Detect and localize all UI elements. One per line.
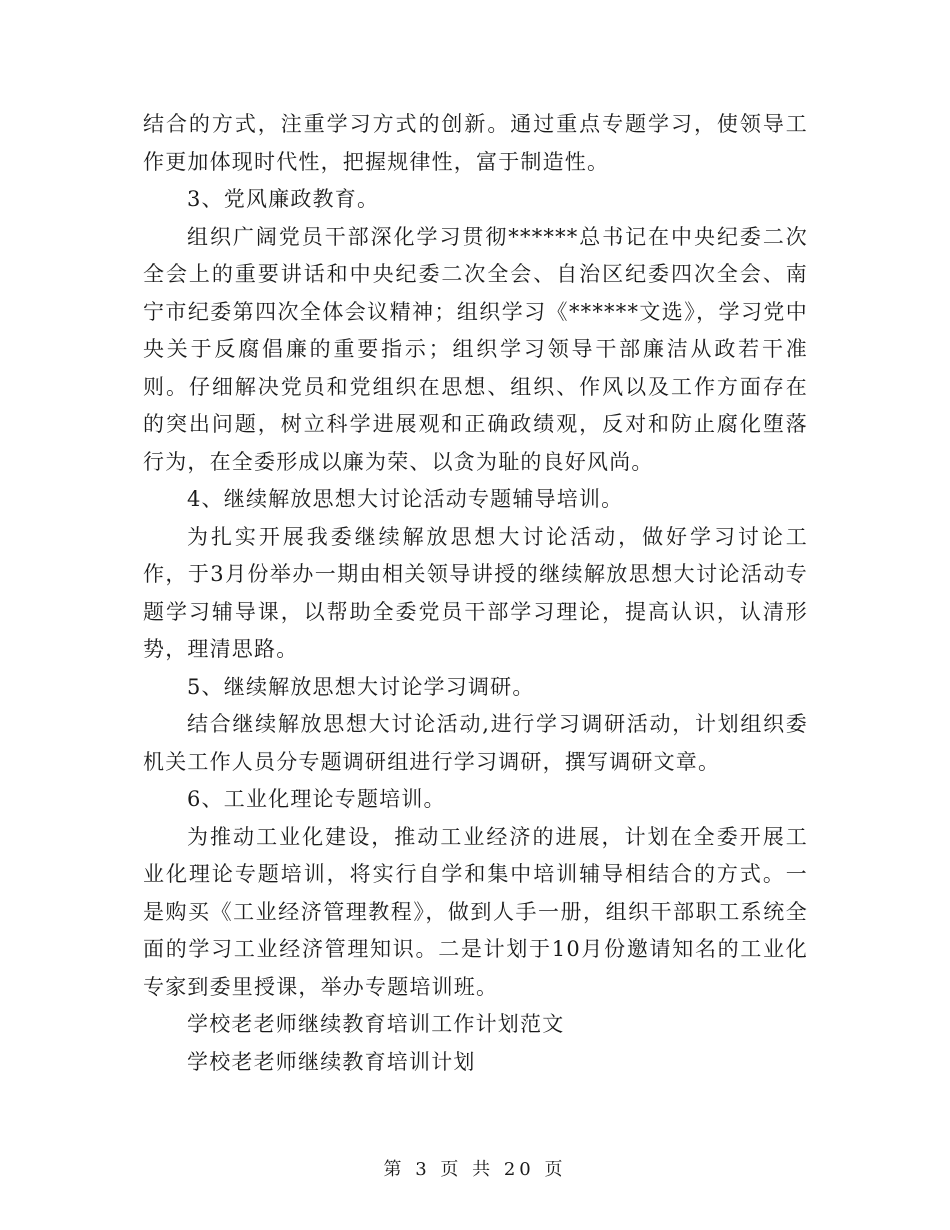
- paragraph-item-5: 结合继续解放思想大讨论活动,进行学习调研活动，计划组织委机关工作人员分专题调研组进行学习调研，撰写调研文章。: [143, 712, 808, 774]
- heading-item-3: 3、党风廉政教育。: [187, 187, 380, 211]
- heading-item-4: 4、继续解放思想大讨论活动专题辅导培训。: [187, 487, 624, 511]
- heading-item-6: 6、工业化理论专题培训。: [187, 787, 446, 811]
- heading-item-5: 5、继续解放思想大讨论学习调研。: [187, 674, 535, 699]
- document-body: [143, 106, 808, 1081]
- paragraph-continuation: 结合的方式，注重学习方式的创新。通过重点专题学习，使领导工作更加体现时代性，把握规律性，富于制造性。: [143, 112, 808, 174]
- paragraph-item-4: 为扎实开展我委继续解放思想大讨论活动，做好学习讨论工作，于3月份举办一期由相关领导讲授的继续解放思想大讨论活动专题学习辅导课，以帮助全委党员干部学习理论，提高认识，认清形势，理清思路。: [143, 524, 808, 661]
- section-title: 学校老老师继续教育培训工作计划范文: [187, 1012, 565, 1036]
- section-subtitle: 学校老老师继续教育培训计划: [187, 1049, 476, 1074]
- paragraph-item-6: 为推动工业化建设，推动工业经济的进展，计划在全委开展工业化理论专题培训，将实行自学和集中培训辅导相结合的方式。一是购买《工业经济管理教程》，做到人手一册，组织干部职工系统全面的学习工业经济管理知识。二是计划于10月份邀请知名的工业化专家到委里授课，举办专题培训班。: [143, 824, 808, 999]
- paragraph-item-3: 组织广阔党员干部深化学习贯彻******总书记在中央纪委二次全会上的重要讲话和中央纪委二次全会、自治区纪委四次全会、南宁市纪委第四次全体会议精神；组织学习《******文选》，学习党中央关于反腐倡廉的重要指示；组织学习领导干部廉洁从政若干准则。仔细解决党员和党组织在思想、组织、作风以及工作方面存在的突出问题，树立科学进展观和正确政绩观，反对和防止腐化堕落行为，在全委形成以廉为荣、以贪为耻的良好风尚。: [143, 224, 808, 474]
- page-number-footer: 第 3 页 共 20 页: [383, 1159, 567, 1180]
